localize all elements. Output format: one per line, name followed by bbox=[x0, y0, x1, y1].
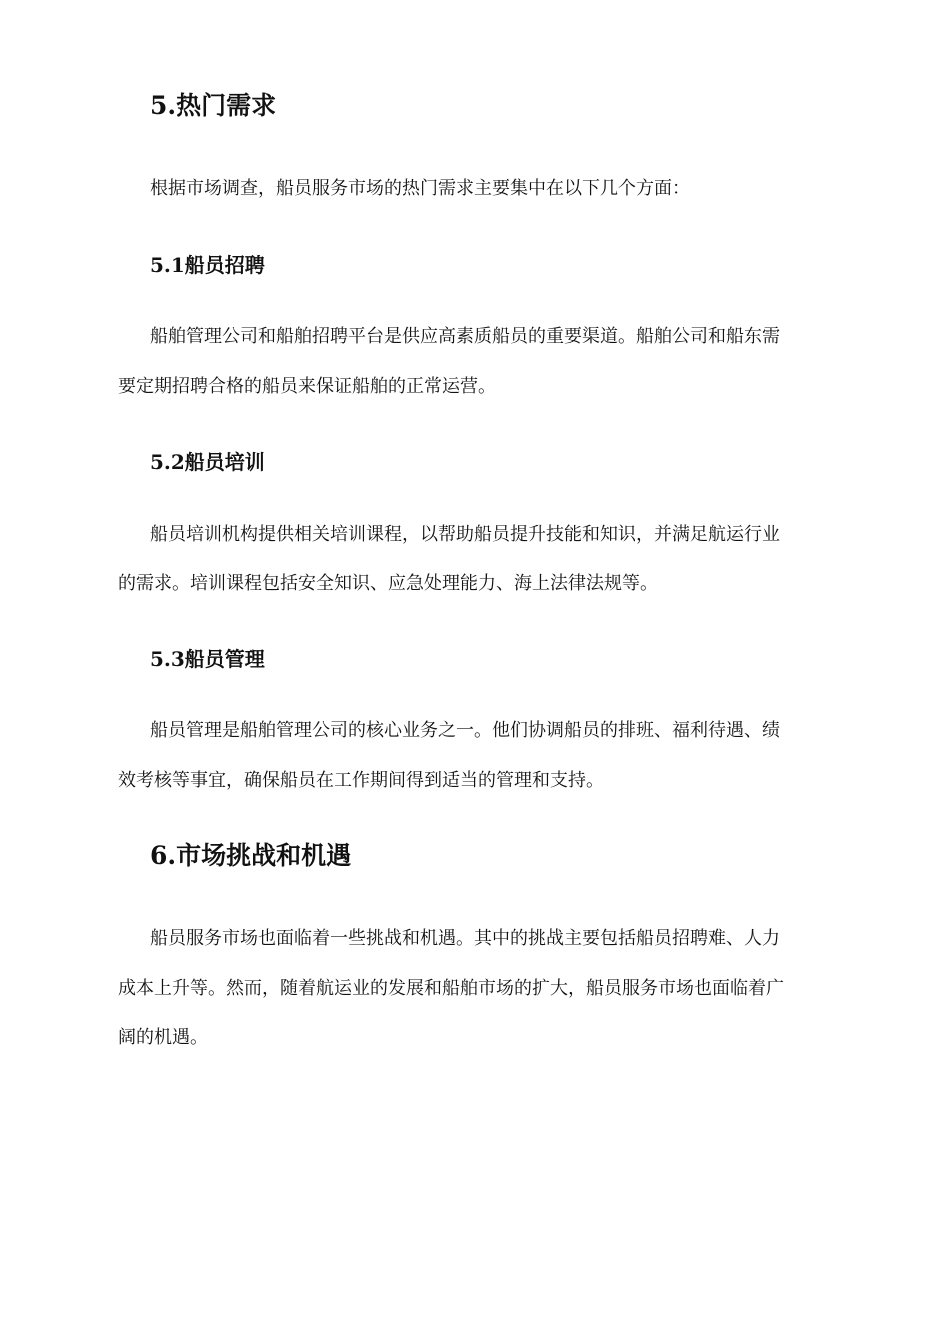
section-5-2-heading: 5.2船员培训 bbox=[150, 450, 265, 474]
section-5-heading: 5.热门需求 bbox=[150, 91, 277, 120]
section-5-3-heading: 5.3船员管理 bbox=[150, 647, 265, 671]
section-5-2-line-1: 船员培训机构提供相关培训课程，以帮助船员提升技能和知识，并满足航运行业 bbox=[150, 524, 780, 545]
section-5-1-line-1: 船舶管理公司和船舶招聘平台是供应高素质船员的重要渠道。船舶公司和船东需 bbox=[150, 326, 780, 347]
section-5-2-line-2: 的需求。培训课程包括安全知识、应急处理能力、海上法律法规等。 bbox=[118, 573, 658, 594]
section-6-line-2: 成本上升等。然而，随着航运业的发展和船舶市场的扩大，船员服务市场也面临着广 bbox=[118, 978, 784, 999]
section-5-intro: 根据市场调查，船员服务市场的热门需求主要集中在以下几个方面： bbox=[150, 178, 690, 199]
section-6-line-1: 船员服务市场也面临着一些挑战和机遇。其中的挑战主要包括船员招聘难、人力 bbox=[150, 928, 780, 949]
section-5-3-line-1: 船员管理是船舶管理公司的核心业务之一。他们协调船员的排班、福利待遇、绩 bbox=[150, 720, 780, 741]
section-6-heading: 6.市场挑战和机遇 bbox=[150, 841, 352, 870]
section-5-3-line-2: 效考核等事宜，确保船员在工作期间得到适当的管理和支持。 bbox=[118, 770, 604, 791]
section-5-1-heading: 5.1船员招聘 bbox=[150, 253, 265, 277]
section-5-1-line-2: 要定期招聘合格的船员来保证船舶的正常运营。 bbox=[118, 376, 496, 397]
section-6-line-3: 阔的机遇。 bbox=[118, 1027, 208, 1048]
